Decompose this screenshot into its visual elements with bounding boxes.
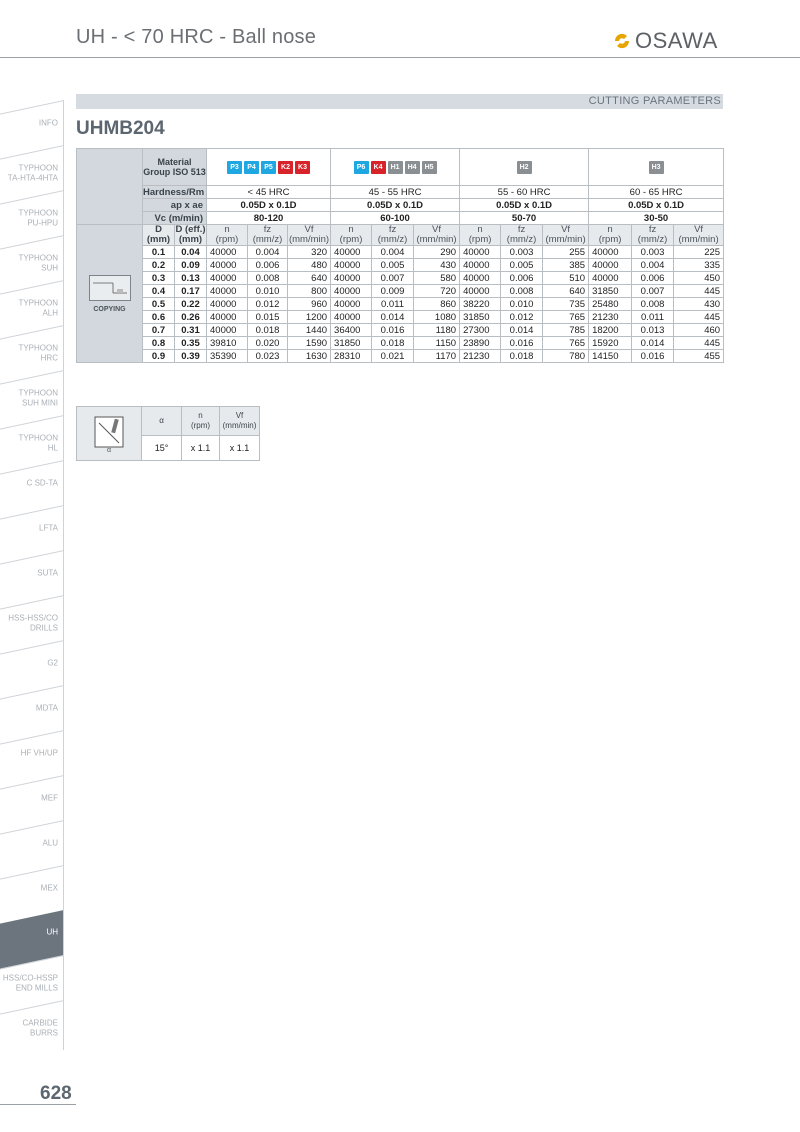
table-cell: 40000	[460, 285, 501, 298]
table-cell: 21230	[460, 350, 501, 363]
page-title: UH - < 70 HRC - Ball nose	[76, 26, 317, 48]
vc-label: Vc (m/min)	[143, 212, 207, 225]
sidebar-tab-label: LFTA	[39, 523, 58, 533]
vc-value: 80-120	[207, 212, 331, 225]
table-cell: 40000	[331, 259, 372, 272]
col-header-vf	[674, 225, 724, 246]
table-cell: 0.004	[632, 259, 674, 272]
blank-corner	[77, 149, 143, 225]
col-header-fz-label: fz	[388, 224, 397, 235]
col-header-n	[331, 225, 372, 246]
table-cell: 0.011	[372, 298, 414, 311]
iso-badge: K4	[371, 161, 386, 174]
col-header-fz-unit: (mm/z)	[506, 234, 537, 245]
table-cell: 335	[674, 259, 724, 272]
table-cell: 0.008	[501, 285, 543, 298]
col-header-fz	[632, 225, 674, 246]
section-bar	[76, 94, 723, 109]
iso-badge: H2	[517, 161, 532, 174]
sidebar-tab-label: MDTA	[35, 703, 58, 713]
table-cell: 40000	[331, 246, 372, 259]
col-header-vf-label: Vf	[432, 224, 442, 235]
apae-value: 0.05D x 0.1D	[589, 199, 724, 212]
group-badges	[331, 149, 460, 186]
table-cell: 765	[543, 311, 589, 324]
iso-badge: K2	[278, 161, 293, 174]
table-cell: 39810	[207, 337, 248, 350]
col-header-n-label: n	[477, 224, 483, 235]
iso-badge: H5	[422, 161, 437, 174]
table-cell: 0.004	[372, 246, 414, 259]
hardness-value: 60 - 65 HRC	[589, 186, 724, 199]
table-cell: 0.17	[175, 285, 207, 298]
table-cell: 40000	[589, 246, 632, 259]
table-cell: 31850	[460, 311, 501, 324]
table-cell: 0.005	[372, 259, 414, 272]
table-cell: 28310	[331, 350, 372, 363]
table-cell: 40000	[589, 259, 632, 272]
iso-badge: P5	[261, 161, 276, 174]
table-cell: 1200	[288, 311, 331, 324]
col-header-vf-unit: (mm/min)	[545, 234, 586, 245]
col-deff: D (eff.)	[175, 224, 206, 235]
table-cell: 0.13	[175, 272, 207, 285]
table-cell: 0.016	[632, 350, 674, 363]
table-cell: 385	[543, 259, 589, 272]
group-badges	[589, 149, 724, 186]
hardness-value: < 45 HRC	[207, 186, 331, 199]
table-cell: 0.014	[372, 311, 414, 324]
vc-value: 30-50	[589, 212, 724, 225]
brand-logo	[612, 28, 718, 54]
iso-badge: H1	[388, 161, 403, 174]
table-cell: 23890	[460, 337, 501, 350]
table-cell: 0.4	[143, 285, 175, 298]
table-cell: 31850	[589, 285, 632, 298]
sidebar-tab-label: MEX	[40, 883, 58, 893]
iso-badge: H3	[649, 161, 664, 174]
table-cell: 460	[674, 324, 724, 337]
table-cell: 0.004	[248, 246, 288, 259]
table-row	[77, 324, 724, 337]
iso-badge: H4	[405, 161, 420, 174]
hardness-label: Hardness/Rm	[143, 186, 207, 199]
table-row	[77, 311, 724, 324]
apae-label: ap x ae	[143, 199, 207, 212]
table-cell: 40000	[331, 272, 372, 285]
table-cell: 1080	[414, 311, 460, 324]
table-cell: 765	[543, 337, 589, 350]
table-cell: 0.003	[501, 246, 543, 259]
sidebar-tab-label: TYPHOON SUH	[18, 253, 58, 272]
table-cell: 450	[674, 272, 724, 285]
table-cell: 0.006	[632, 272, 674, 285]
col-header-n-unit: (rpm)	[215, 234, 239, 245]
table-cell: 40000	[460, 272, 501, 285]
table-cell: 40000	[207, 285, 248, 298]
table-cell: 25480	[589, 298, 632, 311]
table-cell: 1630	[288, 350, 331, 363]
table-cell: 1180	[414, 324, 460, 337]
table-cell: 580	[414, 272, 460, 285]
table-row	[77, 246, 724, 259]
table-cell: 0.22	[175, 298, 207, 311]
col-header-fz-unit: (mm/z)	[252, 234, 283, 245]
table-cell: 800	[288, 285, 331, 298]
table-cell: 0.8	[143, 337, 175, 350]
col-d: D	[155, 224, 162, 235]
table-cell: 225	[674, 246, 724, 259]
sidebar-tab-label: INFO	[38, 118, 58, 128]
table-cell: 320	[288, 246, 331, 259]
brand-name: OSAWA	[635, 28, 718, 53]
table-row	[77, 259, 724, 272]
table-cell: 0.016	[501, 337, 543, 350]
section-label: CUTTING PARAMETERS	[588, 95, 721, 107]
section-tabs	[0, 100, 64, 1055]
table-cell: 255	[543, 246, 589, 259]
table-cell: 735	[543, 298, 589, 311]
table-cell: 510	[543, 272, 589, 285]
table-cell: 0.018	[372, 337, 414, 350]
table-cell: 0.018	[248, 324, 288, 337]
sidebar-tab-label: UH	[46, 927, 58, 937]
table-cell: 445	[674, 285, 724, 298]
col-header-n-label: n	[348, 224, 354, 235]
sidebar-tab-label: TYPHOON TA-HTA-4HTA	[7, 163, 58, 182]
table-cell: 40000	[460, 246, 501, 259]
col-header-n	[460, 225, 501, 246]
table-cell: 0.009	[372, 285, 414, 298]
table-cell: 445	[674, 311, 724, 324]
sidebar-tab-label: HSS/CO-HSSP END MILLS	[2, 973, 58, 992]
material-group-label: Material Group ISO 513	[143, 149, 207, 186]
osawa-logo-icon	[612, 31, 632, 51]
col-header-vf-unit: (mm/min)	[288, 234, 330, 245]
col-header-n-label: n	[607, 224, 613, 235]
table-cell: 480	[288, 259, 331, 272]
copying-toolpath-icon	[89, 275, 131, 301]
col-header-vf-label: Vf	[561, 224, 571, 235]
table-cell: 40000	[331, 311, 372, 324]
table-cell: 0.023	[248, 350, 288, 363]
sidebar-tab-label: MEF	[41, 793, 58, 803]
col-header-fz-unit: (mm/z)	[377, 234, 408, 245]
table-cell: 0.012	[501, 311, 543, 324]
table-cell: 0.006	[501, 272, 543, 285]
table-cell: 0.006	[248, 259, 288, 272]
table-cell: 40000	[207, 259, 248, 272]
iso-badge: P3	[227, 161, 242, 174]
sidebar-tab-label: TYPHOON HRC	[18, 343, 58, 362]
table-cell: 15920	[589, 337, 632, 350]
alpha-header: α	[142, 407, 182, 436]
alpha-value: 15°	[142, 436, 182, 461]
table-cell: 27300	[460, 324, 501, 337]
apae-value: 0.05D x 0.1D	[331, 199, 460, 212]
vf-header: Vf	[235, 411, 244, 420]
col-header-n-label: n	[224, 224, 230, 235]
sidebar-tab-label: SUTA	[37, 568, 58, 578]
table-cell: 455	[674, 350, 724, 363]
hardness-value: 55 - 60 HRC	[460, 186, 589, 199]
col-header-fz-label: fz	[517, 224, 526, 235]
table-cell: 40000	[331, 285, 372, 298]
table-cell: 0.012	[248, 298, 288, 311]
table-cell: 1590	[288, 337, 331, 350]
header-divider	[0, 57, 800, 58]
table-cell: 0.26	[175, 311, 207, 324]
table-cell: 0.09	[175, 259, 207, 272]
col-header-fz	[372, 225, 414, 246]
inclined-icon-cell	[77, 407, 142, 461]
iso-badge: P6	[354, 161, 369, 174]
vf-unit: (mm/min)	[222, 421, 257, 430]
table-cell: 0.014	[501, 324, 543, 337]
table-cell: 0.7	[143, 324, 175, 337]
sidebar-tab-label: TYPHOON PU-HPU	[18, 208, 58, 227]
col-header-vf-unit: (mm/min)	[416, 234, 457, 245]
table-cell: 0.018	[501, 350, 543, 363]
sidebar-tab-label: CARBIDE BURRS	[22, 1018, 58, 1037]
sidebar-tab-label: G2	[47, 658, 58, 668]
col-header-fz-unit: (mm/z)	[637, 234, 668, 245]
table-cell: 0.003	[632, 246, 674, 259]
table-cell: 0.39	[175, 350, 207, 363]
table-cell: 1440	[288, 324, 331, 337]
table-cell: 40000	[207, 298, 248, 311]
table-cell: 0.020	[248, 337, 288, 350]
col-header-fz-label: fz	[263, 224, 272, 235]
col-header-vf	[543, 225, 589, 246]
col-deff-unit: (mm)	[178, 234, 203, 245]
footer-divider	[0, 1104, 76, 1105]
col-header-n	[207, 225, 248, 246]
table-cell: 0.5	[143, 298, 175, 311]
table-cell: 0.021	[372, 350, 414, 363]
product-code: UHMB204	[76, 118, 165, 139]
table-cell: 0.010	[248, 285, 288, 298]
table-cell: 40000	[331, 298, 372, 311]
table-row	[77, 337, 724, 350]
col-d-unit: (mm)	[146, 234, 171, 245]
table-cell: 0.011	[632, 311, 674, 324]
vf-factor: x 1.1	[220, 436, 260, 461]
table-cell: 0.04	[175, 246, 207, 259]
apae-value: 0.05D x 0.1D	[207, 199, 331, 212]
table-cell: 0.005	[501, 259, 543, 272]
table-cell: 0.31	[175, 324, 207, 337]
table-cell: 290	[414, 246, 460, 259]
table-cell: 0.35	[175, 337, 207, 350]
table-cell: 0.007	[372, 272, 414, 285]
table-cell: 40000	[207, 324, 248, 337]
table-cell: 0.016	[372, 324, 414, 337]
n-unit: (rpm)	[190, 421, 211, 430]
table-row	[77, 272, 724, 285]
col-header-vf-label: Vf	[694, 224, 704, 235]
table-cell: 31850	[331, 337, 372, 350]
group-badges	[207, 149, 331, 186]
table-cell: 18200	[589, 324, 632, 337]
table-cell: 0.3	[143, 272, 175, 285]
table-cell: 35390	[207, 350, 248, 363]
table-cell: 1170	[414, 350, 460, 363]
iso-badge: P4	[244, 161, 259, 174]
tabs-rail	[63, 100, 64, 1050]
table-cell: 0.2	[143, 259, 175, 272]
inclined-surface-icon	[89, 413, 129, 453]
table-cell: 0.008	[248, 272, 288, 285]
page-number: 628	[40, 1083, 72, 1104]
sidebar-tab-label: ALU	[42, 838, 58, 848]
angle-factor-table	[76, 406, 260, 461]
apae-value: 0.05D x 0.1D	[460, 199, 589, 212]
table-cell: 1150	[414, 337, 460, 350]
table-cell: 14150	[589, 350, 632, 363]
col-header-vf-label: Vf	[304, 224, 314, 235]
table-cell: 21230	[589, 311, 632, 324]
sidebar-tab-label: HSS-HSS/CO DRILLS	[8, 613, 58, 632]
col-header-n-unit: (rpm)	[339, 234, 363, 245]
table-cell: 860	[414, 298, 460, 311]
cutting-parameters-table	[76, 148, 724, 363]
copying-label: COPYING	[93, 305, 126, 313]
table-cell: 430	[414, 259, 460, 272]
col-header-vf-unit: (mm/min)	[678, 234, 719, 245]
table-cell: 640	[288, 272, 331, 285]
table-row	[77, 285, 724, 298]
table-cell: 40000	[207, 272, 248, 285]
table-cell: 0.1	[143, 246, 175, 259]
table-cell: 445	[674, 337, 724, 350]
vc-value: 50-70	[460, 212, 589, 225]
table-cell: 430	[674, 298, 724, 311]
group-badges	[460, 149, 589, 186]
table-cell: 780	[543, 350, 589, 363]
table-cell: 40000	[207, 311, 248, 324]
sidebar-tab-label: TYPHOON SUH MINI	[18, 388, 58, 407]
table-cell: 0.014	[632, 337, 674, 350]
table-cell: 0.013	[632, 324, 674, 337]
table-cell: 0.008	[632, 298, 674, 311]
col-header-fz	[501, 225, 543, 246]
hardness-value: 45 - 55 HRC	[331, 186, 460, 199]
col-header-vf	[414, 225, 460, 246]
col-header-n-unit: (rpm)	[598, 234, 622, 245]
col-header-n-unit: (rpm)	[468, 234, 492, 245]
table-cell: 720	[414, 285, 460, 298]
table-cell: 785	[543, 324, 589, 337]
table-row	[77, 350, 724, 363]
table-cell: 0.6	[143, 311, 175, 324]
sidebar-tab-label: TYPHOON ALH	[18, 298, 58, 317]
table-cell: 40000	[460, 259, 501, 272]
n-header: n	[198, 411, 203, 420]
vc-value: 60-100	[331, 212, 460, 225]
n-factor: x 1.1	[182, 436, 220, 461]
table-cell: 0.9	[143, 350, 175, 363]
copying-icon	[89, 275, 131, 313]
table-cell: 40000	[589, 272, 632, 285]
sidebar-tab-label: C SD-TA	[26, 478, 58, 488]
col-header-fz-label: fz	[648, 224, 657, 235]
sidebar-tab-label: HF VH/UP	[20, 748, 58, 758]
table-cell: 960	[288, 298, 331, 311]
sidebar-tab-label: TYPHOON HL	[18, 433, 58, 452]
col-header-n	[589, 225, 632, 246]
table-cell: 40000	[207, 246, 248, 259]
table-cell: 0.007	[632, 285, 674, 298]
col-header-vf	[288, 225, 331, 246]
col-header-fz	[248, 225, 288, 246]
copying-icon-cell	[77, 225, 143, 363]
table-cell: 0.015	[248, 311, 288, 324]
iso-badge: K3	[295, 161, 310, 174]
table-cell: 38220	[460, 298, 501, 311]
table-cell: 640	[543, 285, 589, 298]
icon-alpha-text: α	[106, 446, 112, 453]
table-cell: 0.010	[501, 298, 543, 311]
table-row	[77, 298, 724, 311]
table-cell: 36400	[331, 324, 372, 337]
